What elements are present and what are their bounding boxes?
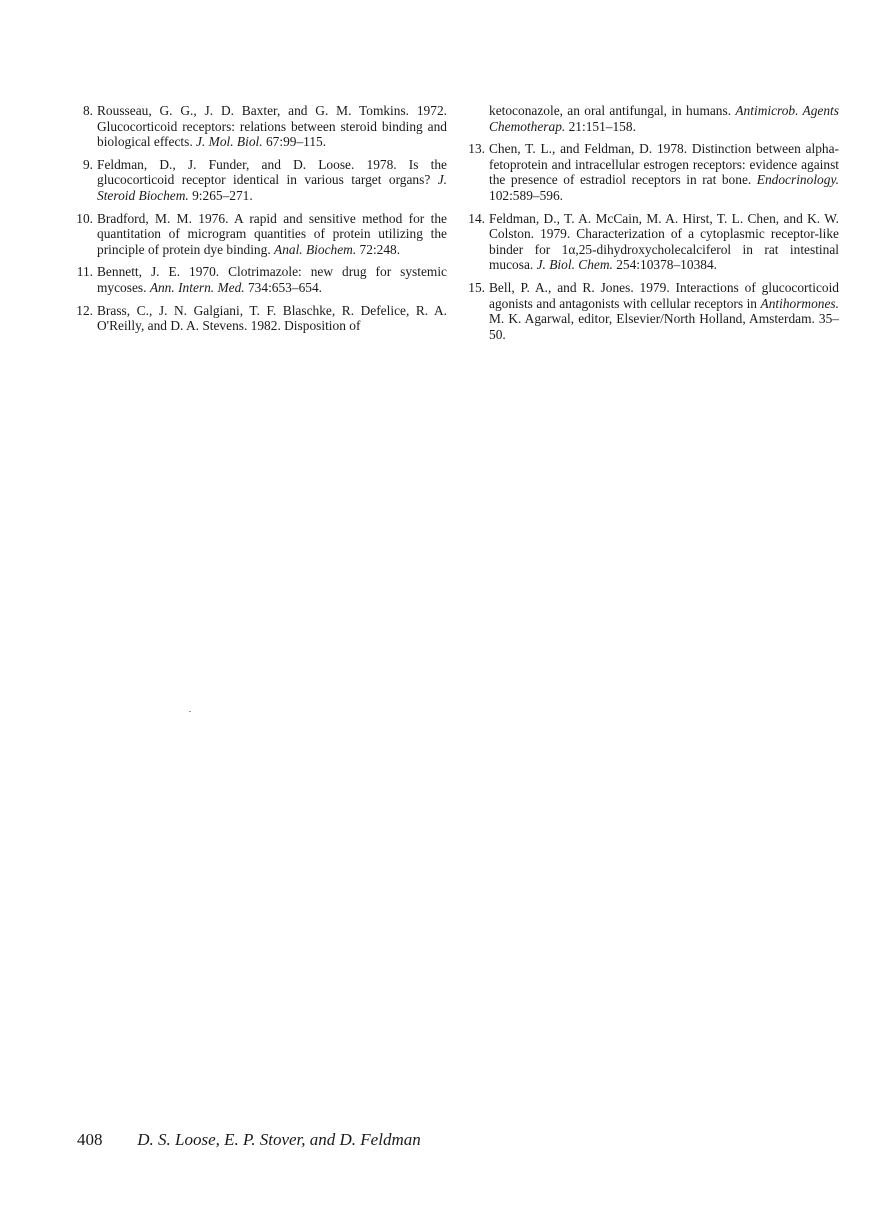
reference-column-right [469,103,839,349]
reference-number: 8. [82,103,93,118]
reference-journal: Ann. Intern. Med. [149,279,245,295]
reference-citation: 9:265–271. [188,187,253,203]
reference-12 [77,303,447,334]
reference-text: Bell, P. A., and R. Jones. 1979. Interactions of glucocorticoid agonists and antagonists with cellular receptors in [489,279,839,311]
reference-column-left [77,103,447,341]
reference-journal: J. Mol. Biol. [196,134,263,150]
reference-number: 11. [76,264,93,280]
reference-14 [469,211,839,273]
reference-12-continued [469,103,839,134]
reference-number: 10. [76,210,93,226]
reference-journal: J. Steroid Biochem. [97,172,447,203]
reference-citation: 734:653–654. [244,279,323,295]
reference-text: Feldman, D., T. A. McCain, M. A. Hirst, T. L. Chen, and K. W. Colston. 1979. Characterization of a cytoplasmic receptor-like binder for 1α,25-dihydroxycholecalciferol in rat intestinal mucosa. [489,210,839,273]
reference-text: Chen, T. L., and Feldman, D. 1978. Distinction between alpha-fetoprotein and intracellular estrogen receptors: evidence against the presence of estradiol receptors in rat bone. [489,141,839,188]
scan-speck [189,711,191,712]
reference-text: Feldman, D., J. Funder, and D. Loose. 1978. Is the glucocorticoid receptor identical in various target organs? [97,156,447,188]
reference-citation: 21:151–158. [565,118,636,134]
reference-citation: 67:99–115. [262,134,327,150]
reference-journal: Antimicrob. Agents Chemotherap. [489,103,839,134]
reference-journal: Endocrinology. [756,172,839,188]
reference-text: Bennett, J. E. 1970. Clotrimazole: new drug for systemic mycoses. [97,264,447,295]
reference-13 [469,141,839,203]
reference-citation: 102:589–596. [489,187,564,203]
reference-number: 9. [82,156,93,172]
page-footer [77,1130,421,1150]
reference-10 [77,211,447,258]
reference-citation: M. K. Agarwal, editor, Elsevier/North Holland, Amsterdam. 35–50. [489,311,839,342]
reference-11 [77,264,447,295]
reference-number: 14. [468,210,485,226]
reference-15 [469,280,839,342]
reference-journal: Antihormones. [760,295,839,311]
reference-text: Rousseau, G. G., J. D. Baxter, and G. M. Tomkins. 1972. Glucocorticoid receptors: relations between steroid binding and biological effects. [97,103,447,150]
reference-9 [77,157,447,204]
reference-number: 13. [468,141,485,157]
running-authors: D. S. Loose, E. P. Stover, and D. Feldman [137,1130,421,1149]
reference-number: 12. [76,302,93,318]
reference-number: 15. [468,279,485,295]
reference-text: ketoconazole, an oral antifungal, in humans. [489,103,736,118]
reference-text: Bradford, M. M. 1976. A rapid and sensitive method for the quantitation of microgram quantities of protein utilizing the principle of protein dye binding. [97,210,447,257]
reference-citation: 72:248. [356,241,401,257]
page-number: 408 [77,1130,103,1149]
reference-citation: 254:10378–10384. [612,257,718,273]
reference-journal: J. Biol. Chem. [536,257,613,273]
reference-text: Brass, C., J. N. Galgiani, T. F. Blaschke, R. Defelice, R. A. O'Reilly, and D. A. Stevens. 1982. Disposition of [97,302,447,334]
reference-journal: Anal. Biochem. [274,241,357,257]
reference-8 [77,103,447,150]
